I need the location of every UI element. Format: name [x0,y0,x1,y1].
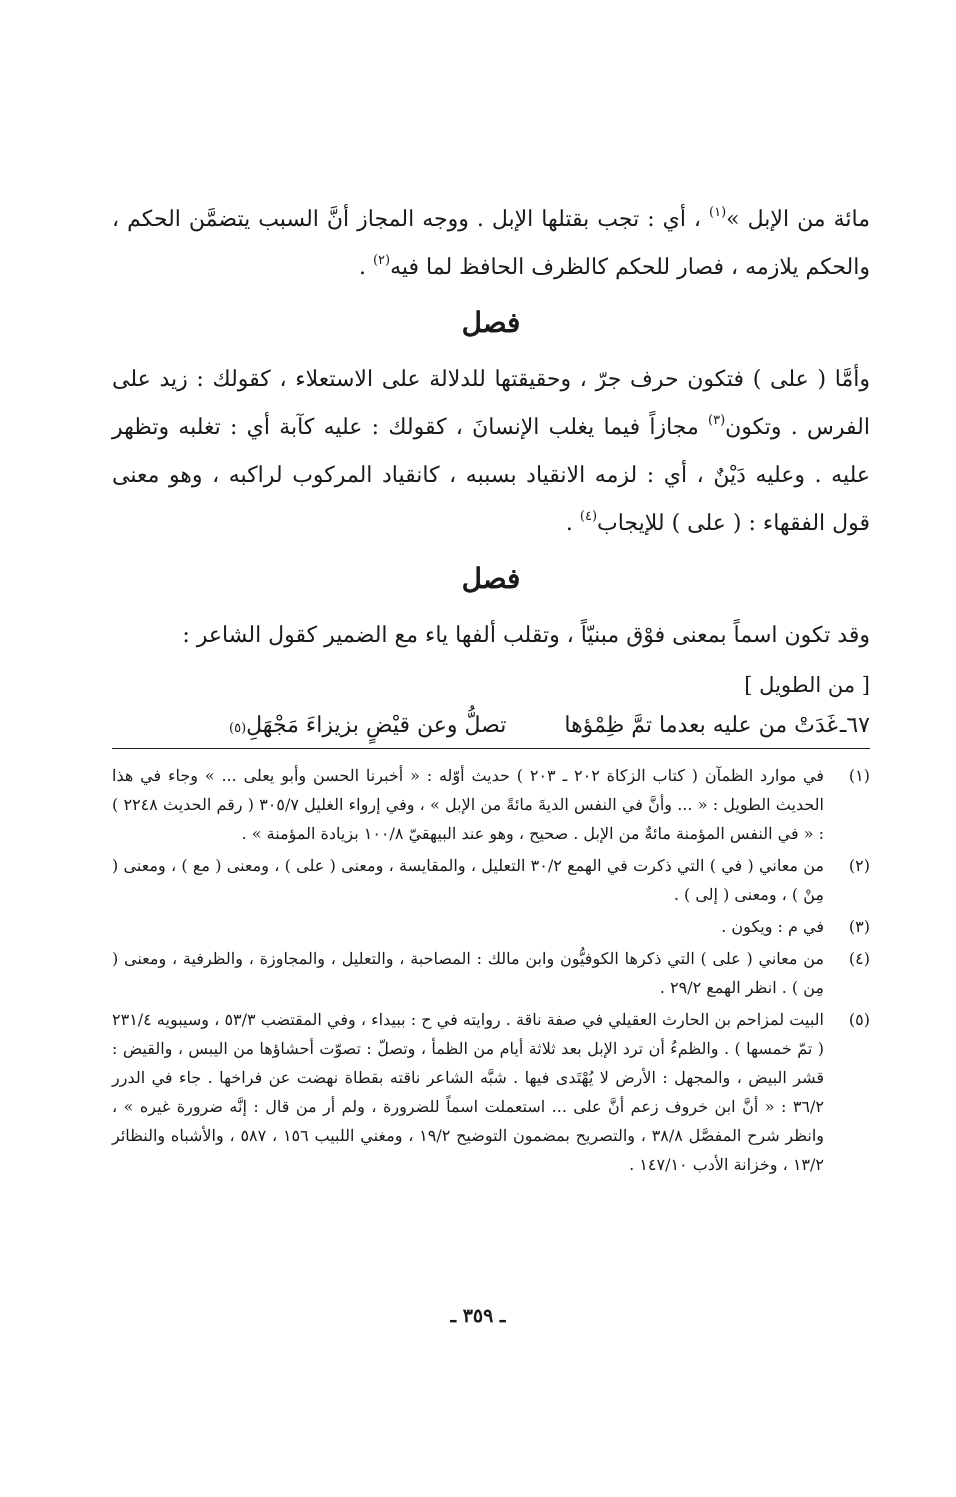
footnote-5 [112,1005,870,1179]
footnote-text: في موارد الظمآن ( كتاب الزكاة ٢٠٢ ـ ٢٠٣ ) حديث أوّله : « أخبرنا الحسن وأبو يعلى ... » وجاء في هذا الحديث الطويل : « ... وأنَّ في النفس الديةَ مائةً من الإبل » ، وفي إرواء الغليل ٣٠٥/٧ ( رقم الحديث ٢٢٤٨ ) : « في النفس المؤمنة مائةٌ من الإبل . صحيح ، وهو عند البيهقيّ ١٠٠/٨ بزيادة المؤمنة » . [112,766,825,843]
paragraph-1 [112,196,870,292]
footnote-number: (٣) [848,917,870,936]
verse-line: ٦٧ـ غَدَتْ من عليه بعدما تمَّ ظِمْؤها تصلُّ وعن قيْضٍ بزيزاءَ مَجْهَلِ (٥) [112,706,870,749]
footnote-4 [112,944,870,1002]
page-number: ـ ٣٥٩ ـ [450,1305,506,1327]
poetic-meter-label: [ من الطويل ] [744,673,870,697]
paragraph-1-end: . [358,255,373,280]
footnote-ref-4: (٤) [579,509,598,524]
footnote-1 [112,761,870,848]
footnote-text: من معاني ( على ) التي ذكرها الكوفيُّون وابن مالك : المصاحبة ، والتعليل ، والمجاوزة ، والظرفية ، ومعنى ( مِن ) . انظر الهمع ٢٩/٢ . [112,949,824,997]
footnote-ref-2: (٢) [372,253,391,268]
footnote-3 [112,912,870,941]
paragraph-1-text-b: ، أي : تجب بقتلها الإبل . ووجه المجاز أنَّ السبب يتضمَّن الحكم ، والحكم يلازمه ، فصار للحكم كالظرف الحافظ لما فيه [112,207,870,280]
footnote-text: في م : ويكون . [721,917,824,936]
paragraph-2-text-a: وأمَّا ( على ) فتكون حرف جرّ ، وحقيقتها للدلالة على الاستعلاء ، كقولك : زيد على الفرس . وتكون [112,367,870,440]
footnote-number: (٤) [848,949,870,968]
footnote-number: (٥) [848,1010,870,1029]
paragraph-1-text-a: مائة من الإبل » [726,207,870,232]
section-heading-2: فصل [461,562,521,595]
footnote-ref-3: (٣) [708,413,726,428]
footnote-2 [112,851,870,909]
paragraph-2-end: . [565,511,580,536]
footnote-text: البيت لمزاحم بن الحارث العقيلي في صفة ناقة . روايته في ح : ببيداء ، وفي المقتضب ٥٣/٣ ، وسيبويه ٢٣١/٤ ( تمّ خمسها ) . والظمءُ أن ترد الإبل بعد ثلاثة أيام من الظمأ ، وتصلّ : تصوّت أحشاؤها من اليبس ، والقيض : قشر البيض ، والمجهل : الأرض لا يُهْتَدى فيها . شبَّه الشاعر ناقته بقطاة نهضت عن فراخها . جاء في الدرر ٣٦/٢ : « أنَّ ابن خروف زعم أنَّ على ... استعملت اسماً للضرورة ، ولم أر من قال : إنَّه ضرورة غيره » ، وانظر شرح المفصَّل ٣٨/٨ ، والتصريح بمضمون التوضيح ١٩/٢ ، ومغني اللبيب ١٥٦ ، ٥٨٧ ، والأشباه والنظائر ١٣/٢ ، وخزانة الأدب ١٤٧/١٠ . [112,1010,825,1174]
page-content [112,196,870,1182]
verse-hemistich-1: غَدَتْ من عليه بعدما تمَّ ظِمْؤها [564,713,838,738]
footnote-number: (١) [848,766,870,785]
paragraph-2 [112,356,870,548]
footnote-text: من معاني ( في ) التي ذكرت في الهمع ٣٠/٢ التعليل ، والمقايسة ، ومعنى ( على ) ، ومعنى ( مع ) ، ومعنى ( مِنْ ) ، ومعنى ( إلى ) . [112,856,824,904]
verse-hemistich-2: تصلُّ وعن قيْضٍ بزيزاءَ مَجْهَلِ [246,713,507,738]
footnotes [112,761,870,1179]
paragraph-2-text-b: مجازاً فيما يغلب الإنسانَ ، كقولك : عليه كآبة أي : تغلبه وتظهر عليه . وعليه دَيْنٌ ، أي : لزمه الانقياد بسببه ، كانقياد المركوب لراكبه ، وهو معنى قول الفقهاء : ( على ) للإيجاب [112,415,870,536]
paragraph-3: وقد تكون اسماً بمعنى فوْق مبنيّاً ، وتقلب ألفها ياء مع الضمير كقول الشاعر : [182,623,870,648]
footnote-ref-1: (١) [709,205,727,220]
verse-number: ٦٧ـ [839,713,870,738]
section-heading-1: فصل [461,306,521,339]
footnote-number: (٢) [848,856,870,875]
